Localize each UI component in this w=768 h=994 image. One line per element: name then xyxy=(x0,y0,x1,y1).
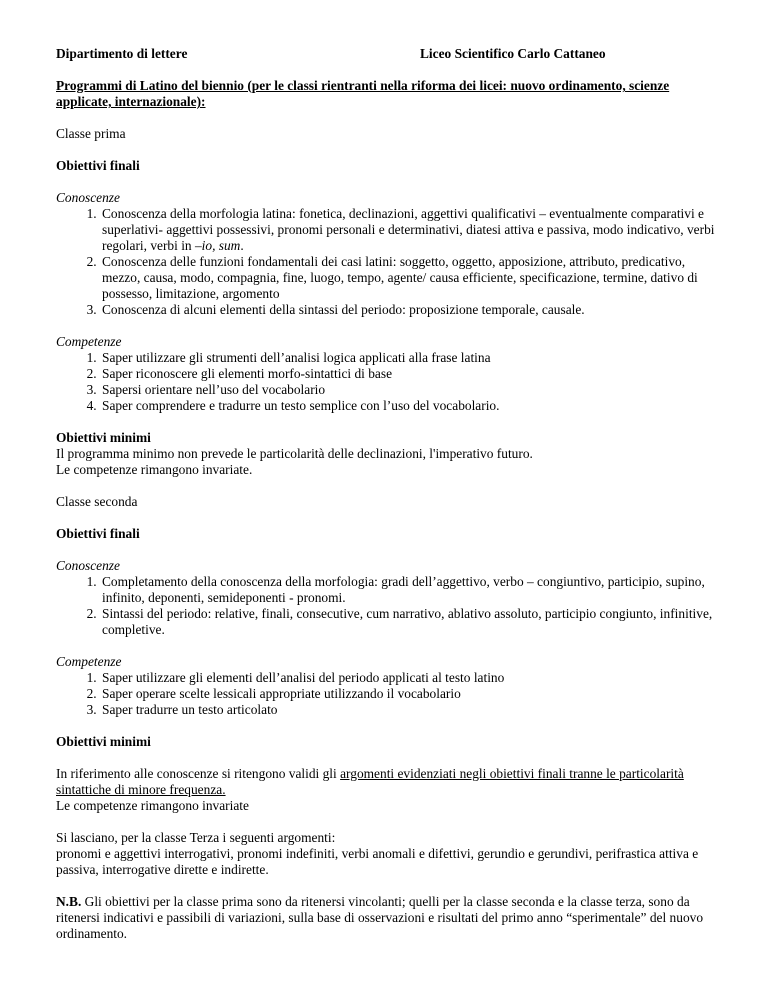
classe-prima-heading: Classe prima xyxy=(56,126,126,141)
document-header xyxy=(56,46,716,62)
list-item: 3. Sapersi orientare nell’uso del vocabolario xyxy=(100,382,716,398)
document-page xyxy=(56,46,716,942)
list-item: 2. Sintassi del periodo: relative, finali, consecutive, cum narrativo, ablativo assoluto, participio congiunto, infinitive, completive. xyxy=(100,606,716,638)
document-title: Programmi di Latino del biennio (per le classi rientranti nella riforma dei licei: nuovo ordinamento, scienze applicate, internazionale): xyxy=(56,78,670,109)
list-item: 2. Saper operare scelte lessicali appropriate utilizzando il vocabolario xyxy=(100,686,716,702)
terza-intro: Si lasciano, per la classe Terza i seguenti argomenti: xyxy=(56,830,336,845)
prima-conoscenze-list xyxy=(56,206,716,318)
prima-conoscenze-label: Conoscenze xyxy=(56,190,120,205)
classe-seconda-heading: Classe seconda xyxy=(56,494,138,509)
prima-minimi-line: Le competenze rimangono invariate. xyxy=(56,462,253,477)
seconda-obiettivi-finali-heading: Obiettivi finali xyxy=(56,526,140,541)
prima-obiettivi-finali-heading: Obiettivi finali xyxy=(56,158,140,173)
list-item: 2. Conoscenza delle funzioni fondamentali dei casi latini: soggetto, oggetto, apposizione, attributo, predicativo, mezzo, causa, modo, compagnia, fine, luogo, tempo, agente/ causa efficiente, specificazione, termine, dativo di possesso, limitazione, argomento xyxy=(100,254,716,302)
prima-obiettivi-minimi-heading: Obiettivi minimi xyxy=(56,430,151,445)
prima-competenze-list xyxy=(56,350,716,414)
list-item: 1. Saper utilizzare gli strumenti dell’analisi logica applicati alla frase latina xyxy=(100,350,716,366)
department-name: Dipartimento di lettere xyxy=(56,46,188,61)
nb-paragraph: N.B. Gli obiettivi per la classe prima sono da ritenersi vincolanti; quelli per la classe seconda e la classe terza, sono da ritenersi indicativi e passibili di variazioni, sulla base di osservazioni e risultati del primo anno “sperimentale” del nuovo ordinamento. xyxy=(56,894,704,941)
list-item: 4. Saper comprendere e tradurre un testo semplice con l’uso del vocabolario. xyxy=(100,398,716,414)
seconda-competenze-list xyxy=(56,670,716,718)
list-item: 2. Saper riconoscere gli elementi morfo-sintattici di base xyxy=(100,366,716,382)
prima-minimi-line: Il programma minimo non prevede le particolarità delle declinazioni, l'imperativo futuro. xyxy=(56,446,533,461)
school-name: Liceo Scientifico Carlo Cattaneo xyxy=(420,46,606,61)
list-item: 3. Conoscenza di alcuni elementi della sintassi del periodo: proposizione temporale, causale. xyxy=(100,302,716,318)
seconda-conoscenze-list xyxy=(56,574,716,638)
terza-list: pronomi e aggettivi interrogativi, pronomi indefiniti, verbi anomali e difettivi, gerundio e gerundivi, perifrastica attiva e passiva, interrogative dirette e indirette. xyxy=(56,846,699,877)
list-item: 1. Saper utilizzare gli elementi dell’analisi del periodo applicati al testo latino xyxy=(100,670,716,686)
list-item: 3. Saper tradurre un testo articolato xyxy=(100,702,716,718)
seconda-competenze-label: Competenze xyxy=(56,654,122,669)
list-item: 1. Completamento della conoscenza della morfologia: gradi dell’aggettivo, verbo – congiuntivo, participio, supino, infinito, deponenti, semideponenti - pronomi. xyxy=(100,574,716,606)
seconda-obiettivi-minimi-heading: Obiettivi minimi xyxy=(56,734,151,749)
list-item: 1. Conoscenza della morfologia latina: fonetica, declinazioni, aggettivi qualificativi – eventualmente comparativi e superlativi- aggettivi possessivi, pronomi personali e determinativi, diatesi attiva e passiva, modo indicativo, verbi regolari, verbi in –io, sum. xyxy=(100,206,716,254)
seconda-minimi-paragraph: In riferimento alle conoscenze si ritengono validi gli argomenti evidenziati negli obiettivi finali tranne le particolarità sintattiche di minore frequenza. xyxy=(56,766,684,797)
seconda-conoscenze-label: Conoscenze xyxy=(56,558,120,573)
seconda-minimi-last: Le competenze rimangono invariate xyxy=(56,798,249,813)
prima-competenze-label: Competenze xyxy=(56,334,122,349)
